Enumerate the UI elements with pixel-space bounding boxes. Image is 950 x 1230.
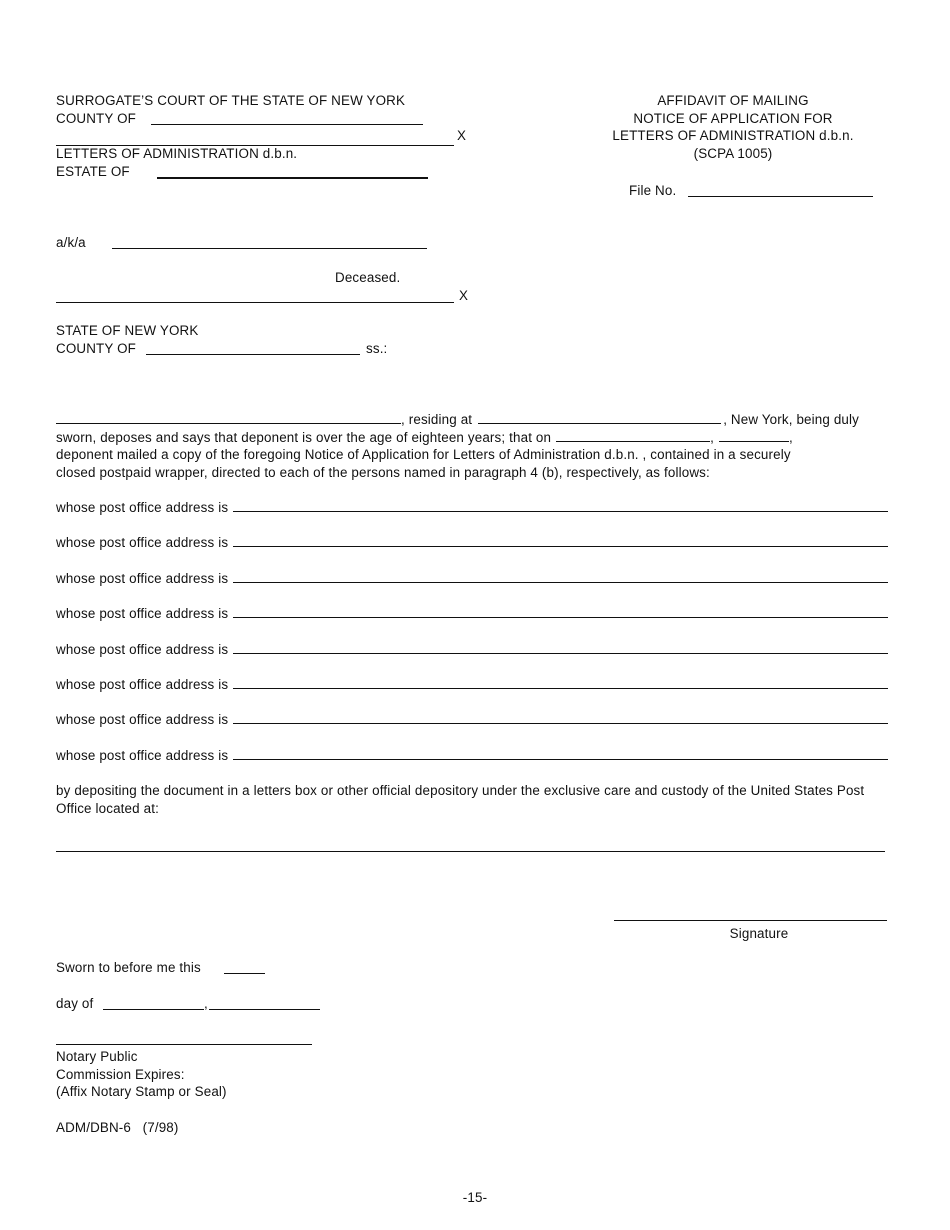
sworn-text: sworn, deposes and says that deponent is over the age of eighteen years; that on bbox=[56, 429, 552, 445]
address-field[interactable] bbox=[233, 499, 888, 512]
address-field[interactable] bbox=[233, 747, 888, 760]
address-field[interactable] bbox=[233, 676, 888, 689]
day-of-comma: , bbox=[204, 996, 208, 1011]
document-title-line3: LETTERS OF ADMINISTRATION d.b.n. bbox=[612, 128, 854, 143]
venue-state: STATE OF NEW YORK bbox=[56, 323, 199, 338]
signature-line[interactable] bbox=[614, 920, 887, 921]
deceased-label: Deceased. bbox=[335, 270, 401, 285]
document-title-statute: (SCPA 1005) bbox=[693, 146, 773, 161]
deposit-statement: by depositing the document in a letters box or other official depository under the exclusive care and custody of the United States Post Office located at: bbox=[56, 783, 865, 816]
venue-county-field[interactable] bbox=[146, 354, 360, 355]
notary-signature-line[interactable] bbox=[56, 1044, 312, 1045]
venue-ss: ss.: bbox=[366, 341, 388, 356]
address-field[interactable] bbox=[233, 641, 888, 654]
address-field[interactable] bbox=[233, 534, 888, 547]
affidavit-paragraph bbox=[56, 411, 888, 481]
caption-bottom-rule bbox=[56, 302, 454, 303]
affidavit-second-line bbox=[56, 429, 888, 447]
new-york-text: , New York, being duly bbox=[723, 412, 859, 427]
address-label: whose post office address is bbox=[56, 535, 229, 550]
caption-top-x-mark: X bbox=[457, 128, 467, 143]
affidavit-first-line bbox=[56, 411, 888, 429]
notary-stamp-note: (Affix Notary Stamp or Seal) bbox=[56, 1084, 227, 1099]
notary-public-label: Notary Public bbox=[56, 1049, 138, 1064]
date-comma: , bbox=[710, 429, 715, 445]
year-comma: , bbox=[789, 429, 793, 445]
address-label: whose post office address is bbox=[56, 712, 229, 727]
address-field[interactable] bbox=[233, 570, 888, 583]
commission-expires-label: Commission Expires: bbox=[56, 1067, 185, 1082]
caption-county-label: COUNTY OF bbox=[56, 111, 136, 126]
address-row bbox=[56, 711, 888, 729]
address-row bbox=[56, 747, 888, 765]
deponent-name-field[interactable] bbox=[56, 411, 401, 424]
address-label: whose post office address is bbox=[56, 642, 229, 657]
court-heading: SURROGATE’S COURT OF THE STATE OF NEW YORK bbox=[56, 93, 406, 108]
sworn-month-field[interactable] bbox=[103, 1009, 204, 1010]
file-no-label: File No. bbox=[629, 183, 677, 198]
address-label: whose post office address is bbox=[56, 677, 229, 692]
address-field[interactable] bbox=[233, 711, 888, 724]
form-id: ADM/DBN-6 (7/98) bbox=[56, 1120, 179, 1135]
estate-name-field[interactable] bbox=[157, 177, 428, 179]
venue-county-label: COUNTY OF bbox=[56, 341, 136, 356]
address-label: whose post office address is bbox=[56, 606, 229, 621]
address-row bbox=[56, 641, 888, 659]
estate-of-label: ESTATE OF bbox=[56, 164, 130, 179]
caption-county-field[interactable] bbox=[151, 124, 423, 125]
mailing-year-field[interactable] bbox=[719, 429, 789, 442]
address-row bbox=[56, 499, 888, 517]
aka-label: a/k/a bbox=[56, 235, 86, 250]
residence-field[interactable] bbox=[478, 411, 721, 424]
signature-label: Signature bbox=[729, 926, 789, 941]
sworn-year-field[interactable] bbox=[209, 1009, 320, 1010]
document-title-line1: AFFIDAVIT OF MAILING bbox=[657, 93, 809, 108]
address-row bbox=[56, 570, 888, 588]
file-no-field[interactable] bbox=[688, 196, 873, 197]
address-label: whose post office address is bbox=[56, 571, 229, 586]
document-title-line2: NOTICE OF APPLICATION FOR bbox=[633, 111, 833, 126]
sworn-before-label: Sworn to before me this bbox=[56, 960, 201, 975]
address-label: whose post office address is bbox=[56, 500, 229, 515]
page-number: -15- bbox=[462, 1190, 488, 1205]
sworn-day-field[interactable] bbox=[224, 973, 265, 974]
mailing-date-field[interactable] bbox=[556, 429, 710, 442]
affidavit-third-line: deponent mailed a copy of the foregoing Notice of Application for Letters of Administration d.b.n. , contained in a securely bbox=[56, 447, 791, 462]
affidavit-fourth-line: closed postpaid wrapper, directed to each of the persons named in paragraph 4 (b), respectively, as follows: bbox=[56, 464, 710, 480]
residing-at-text: , residing at bbox=[401, 412, 473, 427]
address-label: whose post office address is bbox=[56, 748, 229, 763]
proceeding-title: LETTERS OF ADMINISTRATION d.b.n. bbox=[56, 146, 298, 161]
caption-bottom-x-mark: X bbox=[459, 288, 469, 303]
address-row bbox=[56, 676, 888, 694]
post-office-location-field[interactable] bbox=[56, 851, 885, 852]
address-field[interactable] bbox=[233, 605, 888, 618]
day-of-label: day of bbox=[56, 996, 94, 1011]
aka-name-field[interactable] bbox=[112, 248, 427, 249]
address-row bbox=[56, 605, 888, 623]
address-row bbox=[56, 534, 888, 552]
